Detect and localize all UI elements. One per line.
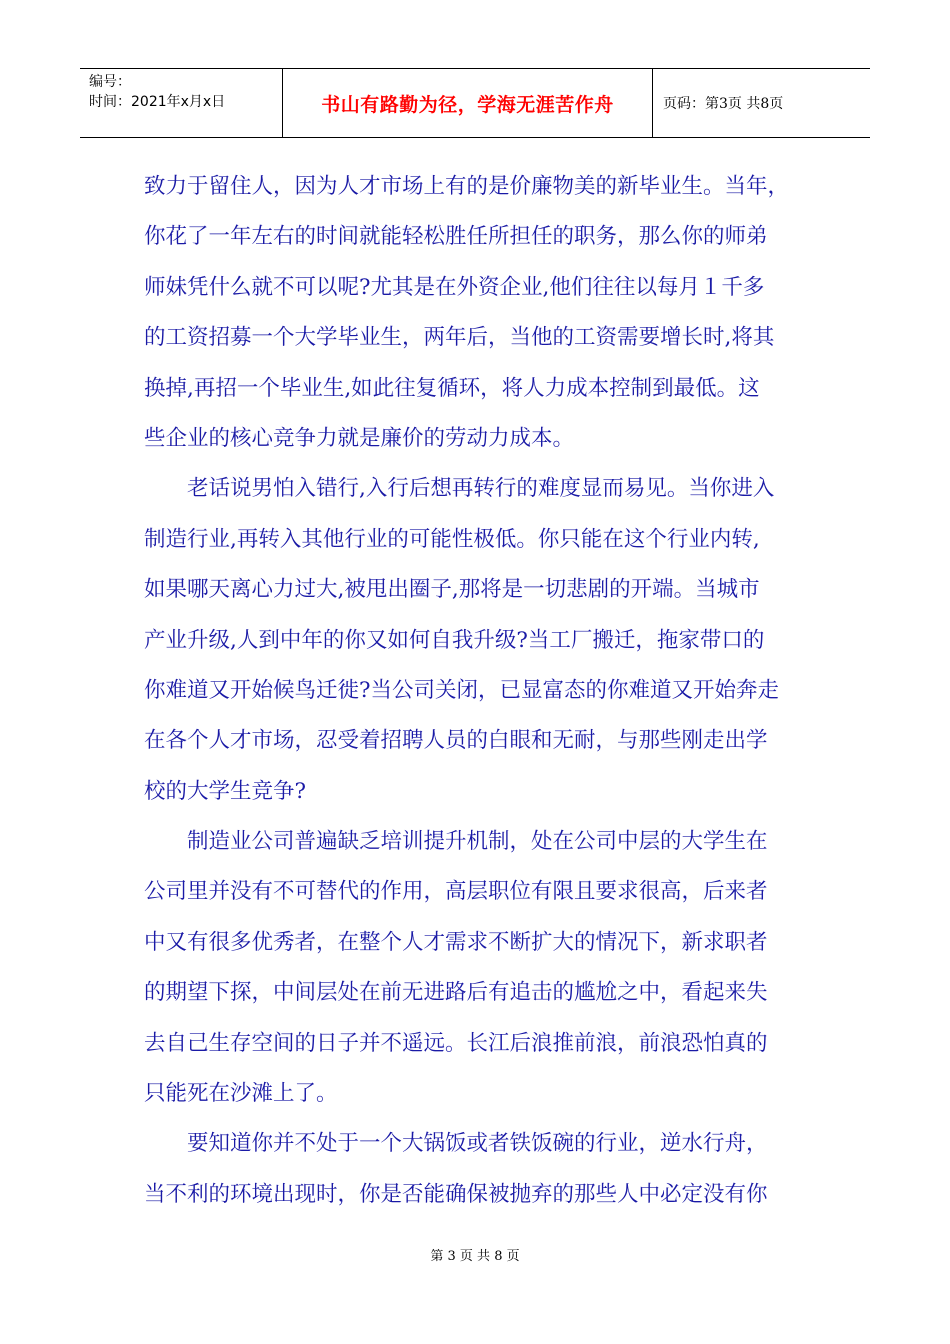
document-header	[80, 68, 870, 138]
text-line: 公司里并没有不可替代的作用，高层职位有限且要求很高，后来者	[144, 879, 768, 905]
text-line: 你难道又开始候鸟迁徙?当公司关闭，已显富态的你难道又开始奔走	[144, 677, 780, 703]
number-label: 编号：	[89, 74, 131, 90]
text-line: 当不利的环境出现时，你是否能确保被抛弃的那些人中必定没有你	[144, 1181, 768, 1207]
text-line: 要知道你并不处于一个大锅饭或者铁饭碗的行业，逆水行舟，	[187, 1131, 768, 1157]
text-line: 的期望下探，中间层处在前无进路后有追击的尴尬之中，看起来失	[144, 980, 768, 1006]
header-meta-cell	[80, 69, 283, 137]
text-line: 校的大学生竞争?	[144, 778, 307, 804]
text-line: 制造业公司普遍缺乏培训提升机制，处在公司中层的大学生在	[187, 829, 768, 855]
paragraph	[144, 464, 806, 817]
paragraph	[144, 1119, 806, 1220]
text-line: 老话说男怕入错行,入行后想再转行的难度显而易见。当你进入	[187, 476, 775, 502]
footer-page-number: 第 3 页 共 8 页	[430, 1249, 520, 1264]
page-footer	[0, 1245, 950, 1264]
text-line: 制造行业,再转入其他行业的可能性极低。你只能在这个行业内转,	[144, 526, 760, 552]
text-line: 的工资招募一个大学毕业生，两年后，当他的工资需要增长时,将其	[144, 325, 775, 351]
text-line: 师妹凭什么就不可以呢?尤其是在外资企业,他们往往以每月１千多	[144, 274, 765, 300]
text-line: 产业升级,人到中年的你又如何自我升级?当工厂搬迁，拖家带口的	[144, 627, 765, 653]
text-line: 你花了一年左右的时间就能轻松胜任所担任的职务，那么你的师弟	[144, 224, 768, 250]
text-line: 只能死在沙滩上了。	[144, 1081, 338, 1107]
text-line: 去自己生存空间的日子并不遥远。长江后浪推前浪，前浪恐怕真的	[144, 1030, 768, 1056]
text-line: 在各个人才市场，忍受着招聘人员的白眼和无耐，与那些刚走出学	[144, 728, 768, 754]
motto-text: 书山有路勤为径，学海无涯苦作舟	[321, 93, 614, 116]
header-motto-cell	[283, 69, 653, 137]
text-line: 中又有很多优秀者，在整个人才需求不断扩大的情况下，新求职者	[144, 929, 768, 955]
text-line: 如果哪天离心力过大,被甩出圈子,那将是一切悲剧的开端。当城市	[144, 577, 760, 603]
time-label: 时间：2021年x月x日	[89, 94, 226, 110]
header-page-cell	[653, 69, 870, 137]
text-line: 致力于留住人，因为人才市场上有的是价廉物美的新毕业生。当年，	[144, 174, 790, 199]
paragraph	[144, 162, 806, 464]
paragraph	[144, 817, 806, 1119]
text-line: 些企业的核心竞争力就是廉价的劳动力成本。	[144, 425, 575, 451]
page-info: 页码：第3页 共8页	[663, 96, 784, 112]
document-body	[144, 162, 806, 1220]
text-line: 换掉,再招一个毕业生,如此往复循环，将人力成本控制到最低。这	[144, 375, 760, 401]
